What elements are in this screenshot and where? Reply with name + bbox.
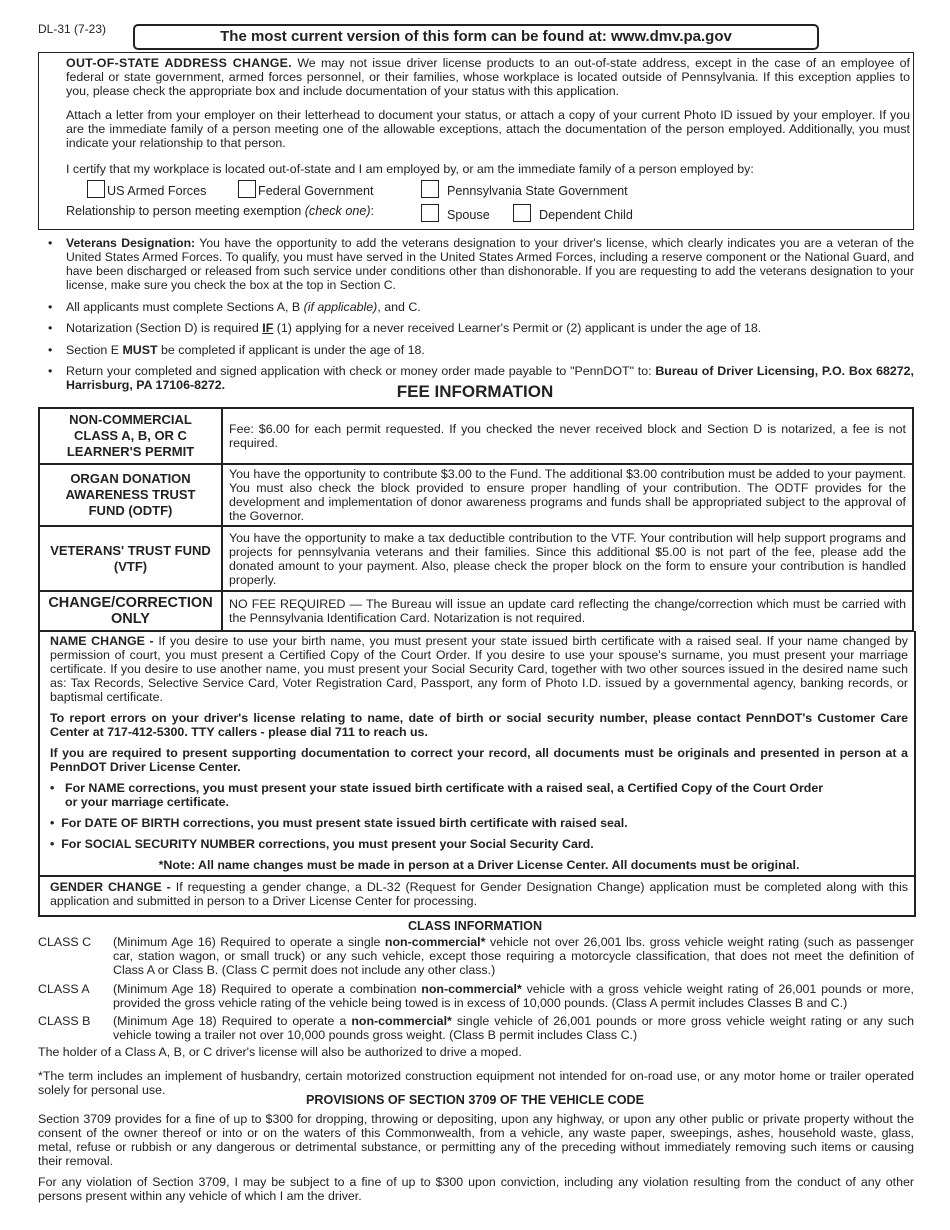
bullet-dot: • [48,343,53,357]
federal-government-checkbox[interactable] [238,180,256,198]
class-key: CLASS B [38,1014,91,1028]
relationship-row [66,204,374,218]
supporting-docs-text: If you are required to present supporting documentation to correct your record, all documents must be originals and presented in person at a PennDOT Driver License Center. [50,746,908,774]
bullet-dot: • [48,300,53,314]
fee-row-change [39,591,913,631]
bullet-text: Return your completed and signed application with check or money order made payable to "PennDOT" to: Bureau of Driver Licensing, P.O. Box 68272, Harrisburg, PA 17106-8272. [66,364,914,392]
bullet-text: All applicants must complete Sections A, B (if applicable), and C. [66,300,421,314]
armed-forces-checkbox[interactable] [87,180,105,198]
dependent-child-label: Dependent Child [539,208,633,222]
fee-row-text: Fee: $6.00 for each permit requested. If you checked the never received block and Section D is notarized, a fee is not required. [222,408,913,464]
out-of-state-title: OUT-OF-STATE ADDRESS CHANGE. [66,56,292,70]
relationship-option-dependent[interactable] [513,204,633,222]
provisions-heading: PROVISIONS OF SECTION 3709 OF THE VEHICLE CODE [306,1093,644,1107]
class-information-heading: CLASS INFORMATION [407,919,543,933]
veterans-text: You have the opportunity to add the veterans designation to your driver's license, which clearly indicates you are a veteran of the United States Armed Forces. To qualify, you must have served in the United States Armed Forces, including a reserve component or the National Guard, and have been discharged or released from such service under conditions other than dishonorable. If you are requesting to add the veterans designation to your license, make sure you check the box at the top in Section C. [66,236,914,292]
name-change-text: NAME CHANGE - If you desire to use your birth name, you must present your state issued birth certificate with a raised seal. If your name changed by permission of court, you must present a Certified Copy of the Court Order. If you desire to use your spouse's surname, you must present your marriage certificate. If you desire to use another name, you must present your Social Security Card, together with two other sources issued in the desired name such as: Tax Records, Selective Service Card, Voter Registration Card, Passport, any form of Photo I.D. issued by a governmental agency, banking records, or baptismal certificate. [50,634,908,704]
certify-statement: I certify that my workplace is located out-of-state and I am employed by, or am the immediate family of a person employed by: [66,162,754,176]
employer-option-federal[interactable] [238,180,374,198]
fee-row-permit [39,408,913,464]
out-of-state-intro [66,56,910,98]
moped-note: The holder of a Class A, B, or C driver's license will also be authorized to drive a moped. [38,1045,522,1059]
federal-government-label: Federal Government [258,184,374,198]
gender-change-text: GENDER CHANGE - If requesting a gender change, a DL-32 (Request for Gender Designation Change) application must be completed along with this application and submitted in person to a Driver License Center for processing. [50,880,909,908]
bullet-dot: • [48,364,53,378]
dob-correction-bullet: • For DATE OF BIRTH corrections, you must present state issued birth certificate with raised seal. [50,816,628,830]
fee-row-label: ORGAN DONATION AWARENESS TRUST FUND (ODTF) [39,464,222,526]
current-version-banner: The most current version of this form can be found at: www.dmv.pa.gov [133,24,819,50]
fee-row-label: CHANGE/CORRECTION ONLY [39,591,222,631]
out-of-state-text: We may not issue driver license products to an out-of-state address, except in the case of an employee of federal or state government, armed forces personnel, or their families, whose workplace is located outside of Pennsylvania. If this exception applies to you, please check the appropriate box and include documentation of your status with this application. [66,56,910,98]
bullet-dot: • [48,236,53,250]
employer-option-pa-state[interactable] [421,180,628,198]
form-number: DL-31 (7-23) [38,22,107,36]
fee-row-label: VETERANS' TRUST FUND (VTF) [39,526,222,591]
provisions-text-2: For any violation of Section 3709, I may be subject to a fine of up to $300 upon conviction, including any violation resulting from the conduct of any other persons present within any vehicle of which I am the driver. [38,1175,914,1203]
dependent-child-checkbox[interactable] [513,204,531,222]
provisions-text-1: Section 3709 provides for a fine of up to $300 for dropping, throwing or depositing, upon any highway, or upon any other public or private property without the consent of the owner thereof or into or on the waters of this Commonwealth, from a vehicle, any waste paper, sweepings, ashes, household waste, glass, metal, refuse or rubbish or any dangerous or detrimental substance, or permitting any of the preceding without immediately removing such items or causing their removal. [38,1112,914,1168]
relationship-colon: : [370,204,375,218]
class-key: CLASS C [38,935,92,949]
class-description: (Minimum Age 18) Required to operate a non-commercial* single vehicle of 26,001 pounds or more gross vehicle weight rating or any such vehicle towing a trailer not over 10,000 pounds gross weight. (Class B permit includes Class C.) [113,1014,915,1042]
class-description: (Minimum Age 18) Required to operate a combination non-commercial* vehicle with a gross vehicle weight rating of 26,001 pounds or more, provided the gross vehicle rating of the vehicle being towed is in excess of 10,000 pounds. (Class A permit includes Classes B and C.) [113,982,914,1010]
bullet-dot: • [48,321,53,335]
pa-state-government-label: Pennsylvania State Government [447,184,628,198]
fee-row-odtf [39,464,913,526]
name-correction-bullet: • For NAME corrections, you must present your state issued birth certificate with a raised seal, a Certified Copy of the Court Order or your marriage certificate. [50,781,824,809]
non-commercial-footnote: *The term includes an implement of husbandry, certain motorized construction equipment not intended for on-road use, or any motor home or trailer operated solely for personal use. [38,1069,914,1097]
check-one-note: (check one) [304,204,371,218]
class-key: CLASS A [38,982,90,996]
letter-instructions: Attach a letter from your employer on their letterhead to document your status, or attach a copy of your current Photo ID issued by your employer. If you are the immediate family of a person meeting one of the allowable exceptions, attach the documentation of the person employed. Additionally, you must indicate your relationship to that person. [66,108,910,150]
bullet-text [66,236,914,292]
ssn-correction-bullet: • For SOCIAL SECURITY NUMBER corrections, you must present your Social Security Card. [50,837,594,851]
spouse-checkbox[interactable] [421,204,439,222]
class-description: (Minimum Age 16) Required to operate a single non-commercial* vehicle not over 26,001 lbs. gross vehicle weight rating (such as passenger car, station wagon, or small truck) or any such vehicle, except those requiring a motorcycle classification, that does not meet the definition of Class A or Class B. (Class C permit does not include any other class.) [113,935,914,977]
relationship-label: Relationship to person meeting exemption [66,204,305,218]
armed-forces-label: US Armed Forces [107,184,207,198]
name-change-section [38,631,916,917]
fee-row-text: NO FEE REQUIRED — The Bureau will issue an update card reflecting the change/correction which must be carried with the Pennsylvania Identification Card. Notarization is not required. [222,591,913,631]
veterans-title: Veterans Designation: [66,236,196,250]
report-errors-text: To report errors on your driver's license relating to name, date of birth or social security number, please contact PennDOT's Customer Care Center at 717-412-5300. TTY callers - please dial 711 to reach us. [50,711,908,739]
fee-table [38,407,914,632]
bullet-text: Section E MUST be completed if applicant is under the age of 18. [66,343,425,357]
out-of-state-section [38,52,914,230]
bullet-text: Notarization (Section D) is required IF (1) applying for a never received Learner's Permit or (2) applicant is under the age of 18. [66,321,762,335]
section-divider [40,875,914,877]
relationship-option-spouse[interactable] [421,204,490,222]
name-change-note: *Note: All name changes must be made in person at a Driver License Center. All documents must be original. [158,858,800,872]
fee-row-vtf [39,526,913,591]
fee-information-heading: FEE INFORMATION [396,382,554,401]
fee-row-text: You have the opportunity to contribute $3.00 to the Fund. The additional $3.00 contribution must be added to your payment. You must also check the block provided to ensure proper handling of your contribution. The ODTF provides for the development and implementation of donor awareness programs and funds shall be appropriated subject to the approval of the Governor. [222,464,913,526]
fee-row-label: NON-COMMERCIAL CLASS A, B, OR C LEARNER'S PERMIT [39,408,222,464]
fee-row-text: You have the opportunity to make a tax deductible contribution to the VTF. Your contribution will help support programs and projects for pennsylvania veterans and their families. Since this additional $5.00 is not part of the fee, please add the donated amount to your payment. Also, please check the proper block on the form to ensure your contribution is handled properly. [222,526,913,591]
pa-state-government-checkbox[interactable] [421,180,439,198]
employer-option-armed-forces[interactable] [87,180,206,198]
spouse-label: Spouse [447,208,490,222]
